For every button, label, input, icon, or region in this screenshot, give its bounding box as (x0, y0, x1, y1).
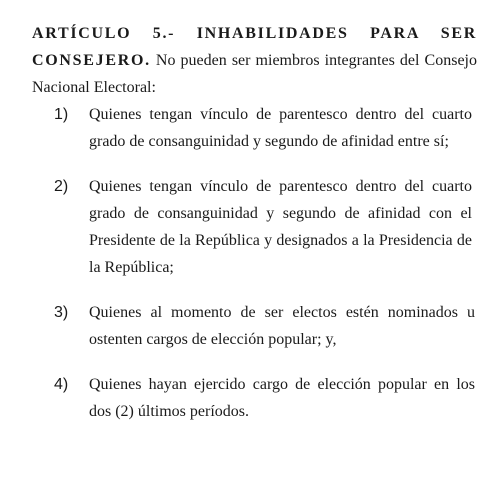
list-item-number: 3) (54, 304, 69, 321)
list-item (32, 299, 477, 353)
list-item-number: 2) (54, 178, 69, 195)
article-heading (32, 20, 477, 101)
list-item (32, 173, 477, 281)
article-title: ARTÍCULO 5.- INHABILIDADES PARA SER CONSEJERO. (32, 25, 477, 69)
list-item-text: Quienes al momento de ser electos estén nominados u ostenten cargos de elección popular; y, (89, 304, 475, 348)
list-item-text: Quienes tengan vínculo de parentesco dentro del cuarto grado de consanguinidad y segundo de afinidad con el Presidente de la República y designados a la Presidencia de la República; (89, 178, 472, 276)
list-item-number: 1) (54, 106, 69, 123)
article-intro: No pueden ser miembros integrantes del Consejo Nacional Electoral: (32, 52, 477, 96)
list-item (32, 101, 477, 155)
list-item-number: 4) (54, 376, 69, 393)
list-item (32, 371, 477, 425)
inhabilities-list (32, 101, 477, 425)
list-item-text: Quienes tengan vínculo de parentesco dentro del cuarto grado de consanguinidad y segundo de afinidad entre sí; (89, 106, 472, 150)
list-item-text: Quienes hayan ejercido cargo de elección popular en los dos (2) últimos períodos. (89, 376, 475, 420)
document-page (32, 20, 477, 443)
